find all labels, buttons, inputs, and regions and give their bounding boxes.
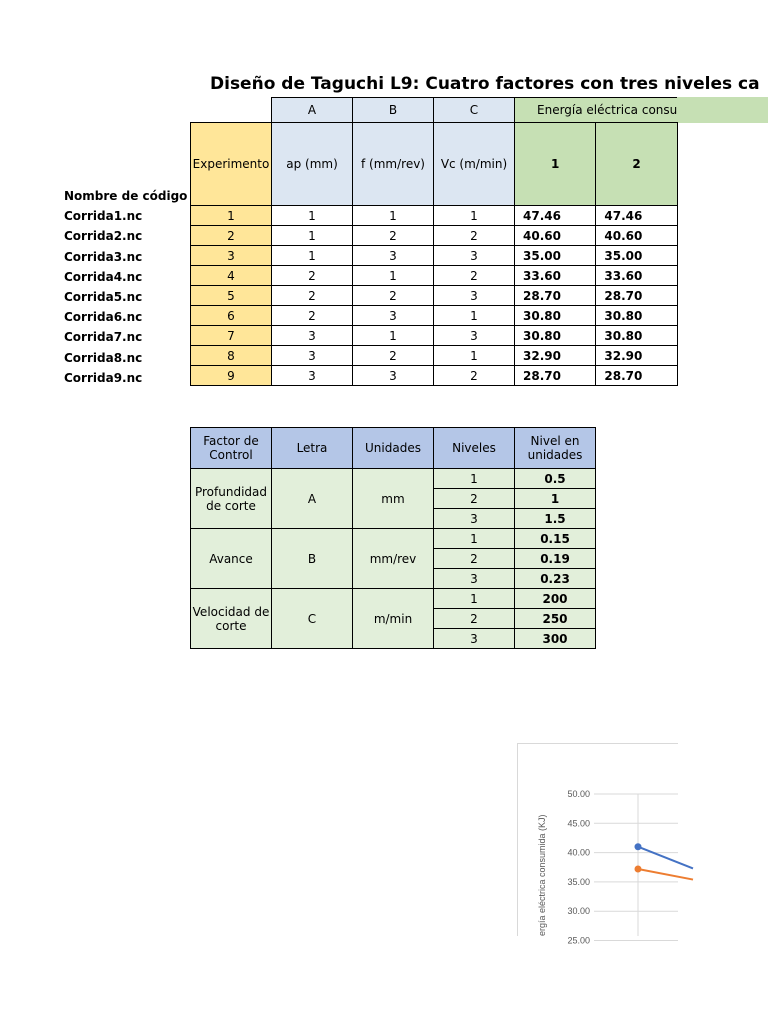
level-cell[interactable]: 3	[434, 509, 515, 529]
factor-a-cell[interactable]: 2	[272, 266, 353, 286]
factor-header-ap[interactable]: ap (mm)	[272, 123, 353, 206]
table-row	[191, 589, 596, 609]
level-cell[interactable]: 3	[434, 569, 515, 589]
energy-rep1-cell[interactable]: 30.80	[515, 326, 596, 346]
factor-name-cell[interactable]: Profundidad de corte	[191, 469, 272, 529]
factor-c-cell[interactable]: 1	[434, 306, 515, 326]
level-value-cell[interactable]: 1.5	[515, 509, 596, 529]
energy-line-chart	[518, 744, 678, 946]
energy-rep2-cell[interactable]: 35.00	[596, 246, 677, 266]
table-row	[191, 469, 596, 489]
energy-rep1-cell[interactable]: 32.90	[515, 346, 596, 366]
table-row	[191, 246, 678, 266]
factor-c-cell[interactable]: 1	[434, 346, 515, 366]
level-cell[interactable]: 1	[434, 529, 515, 549]
y-axis-label: ergía eléctrica consumida (KJ)	[537, 814, 547, 936]
level-cell[interactable]: 3	[434, 629, 515, 649]
y-tick-label: 35.00	[567, 876, 590, 887]
factor-letter-cell[interactable]: A	[272, 469, 353, 529]
data-point[interactable]	[635, 843, 642, 850]
factor-b-cell[interactable]: 1	[353, 326, 434, 346]
code-name-header[interactable]: Nombre de código	[64, 189, 188, 203]
energy-header-band	[676, 97, 768, 123]
factor-c-cell[interactable]: 2	[434, 226, 515, 246]
factor-a-cell[interactable]: 3	[272, 326, 353, 346]
level-cell[interactable]: 2	[434, 609, 515, 629]
factor-c-cell[interactable]: 3	[434, 246, 515, 266]
energy-rep2-cell[interactable]: 33.60	[596, 266, 677, 286]
experimento-header[interactable]: Experimento	[191, 123, 272, 206]
level-value-cell[interactable]: 300	[515, 629, 596, 649]
col-letter-b[interactable]: B	[353, 98, 434, 123]
factor-letter-cell[interactable]: C	[272, 589, 353, 649]
table-row	[191, 306, 678, 326]
experimento-cell[interactable]: 1	[191, 206, 272, 226]
code-name-cell[interactable]: Corrida9.nc	[64, 370, 143, 385]
energy-rep1-cell[interactable]: 33.60	[515, 266, 596, 286]
factor-letter-cell[interactable]: B	[272, 529, 353, 589]
experimento-cell[interactable]: 8	[191, 346, 272, 366]
factor-b-cell[interactable]: 1	[353, 206, 434, 226]
code-name-cell[interactable]: Corrida3.nc	[64, 249, 143, 264]
header-niveles[interactable]: Niveles	[434, 428, 515, 469]
table-row	[191, 206, 678, 226]
energy-rep2-cell[interactable]: 40.60	[596, 226, 677, 246]
level-cell[interactable]: 1	[434, 469, 515, 489]
table-row	[191, 326, 678, 346]
factor-b-cell[interactable]: 1	[353, 266, 434, 286]
factor-a-cell[interactable]: 1	[272, 246, 353, 266]
factor-b-cell[interactable]: 3	[353, 246, 434, 266]
factor-name-cell[interactable]: Avance	[191, 529, 272, 589]
table-row	[191, 366, 678, 386]
header-unidades[interactable]: Unidades	[353, 428, 434, 469]
experimento-cell[interactable]: 4	[191, 266, 272, 286]
experimento-cell[interactable]: 9	[191, 366, 272, 386]
header-factor[interactable]: Factor de Control	[191, 428, 272, 469]
energy-rep2-cell[interactable]: 32.90	[596, 346, 677, 366]
level-cell[interactable]: 1	[434, 589, 515, 609]
factor-c-cell[interactable]: 3	[434, 286, 515, 306]
energy-chart[interactable]	[517, 743, 678, 946]
table-row	[191, 266, 678, 286]
factor-a-cell[interactable]: 1	[272, 226, 353, 246]
factor-header-vc[interactable]: Vc (m/min)	[434, 123, 515, 206]
rep-header-1[interactable]: 1	[515, 123, 596, 206]
code-name-cell[interactable]: Corrida5.nc	[64, 289, 143, 304]
factor-units-cell[interactable]: mm	[353, 469, 434, 529]
level-value-cell[interactable]: 0.19	[515, 549, 596, 569]
code-name-cell[interactable]: Corrida8.nc	[64, 350, 143, 365]
y-tick-label: 30.00	[567, 906, 590, 917]
level-value-cell[interactable]: 0.23	[515, 569, 596, 589]
energy-rep2-cell[interactable]: 47.46	[596, 206, 677, 226]
factor-b-cell[interactable]: 3	[353, 366, 434, 386]
series-line-1[interactable]	[638, 847, 693, 869]
col-letter-c[interactable]: C	[434, 98, 515, 123]
table-row	[191, 286, 678, 306]
code-name-cell[interactable]: Corrida1.nc	[64, 209, 143, 224]
y-tick-label: 45.00	[567, 818, 590, 829]
factor-b-cell[interactable]: 2	[353, 346, 434, 366]
code-name-cell[interactable]: Corrida7.nc	[64, 330, 143, 345]
header-nivel-unidades[interactable]: Nivel en unidades	[515, 428, 596, 469]
level-value-cell[interactable]: 0.5	[515, 469, 596, 489]
experimento-cell[interactable]: 3	[191, 246, 272, 266]
factor-a-cell[interactable]: 3	[272, 366, 353, 386]
rep-header-2[interactable]: 2	[596, 123, 677, 206]
level-cell[interactable]: 2	[434, 549, 515, 569]
factor-c-cell[interactable]: 2	[434, 266, 515, 286]
experimento-cell[interactable]: 5	[191, 286, 272, 306]
factor-c-cell[interactable]: 1	[434, 206, 515, 226]
energy-rep2-cell[interactable]: 28.70	[596, 366, 677, 386]
factor-header-f[interactable]: f (mm/rev)	[353, 123, 434, 206]
experiment-table	[190, 97, 678, 386]
factor-a-cell[interactable]: 2	[272, 286, 353, 306]
level-cell[interactable]: 2	[434, 489, 515, 509]
y-tick-label: 40.00	[567, 847, 590, 858]
col-letter-a[interactable]: A	[272, 98, 353, 123]
y-tick-label: 50.00	[567, 789, 590, 799]
header-letra[interactable]: Letra	[272, 428, 353, 469]
energy-header[interactable]: Energía eléctrica consu	[515, 98, 678, 123]
factor-a-cell[interactable]: 2	[272, 306, 353, 326]
data-point[interactable]	[635, 866, 642, 873]
factor-units-cell[interactable]: m/min	[353, 589, 434, 649]
factor-name-cell[interactable]: Velocidad de corte	[191, 589, 272, 649]
code-name-cell[interactable]: Corrida6.nc	[64, 310, 143, 325]
code-name-cell[interactable]: Corrida4.nc	[64, 269, 143, 284]
table-row	[191, 529, 596, 549]
factor-a-cell[interactable]: 1	[272, 206, 353, 226]
level-value-cell[interactable]: 200	[515, 589, 596, 609]
factor-b-cell[interactable]: 2	[353, 286, 434, 306]
code-name-column	[64, 186, 187, 388]
energy-rep2-cell[interactable]: 28.70	[596, 286, 677, 306]
factor-a-cell[interactable]: 3	[272, 346, 353, 366]
series-line-2[interactable]	[638, 869, 693, 880]
energy-rep2-cell[interactable]: 30.80	[596, 306, 677, 326]
factor-units-cell[interactable]: mm/rev	[353, 529, 434, 589]
level-value-cell[interactable]: 0.15	[515, 529, 596, 549]
energy-rep1-cell[interactable]: 28.70	[515, 366, 596, 386]
level-value-cell[interactable]: 1	[515, 489, 596, 509]
factor-c-cell[interactable]: 3	[434, 326, 515, 346]
table-row	[191, 226, 678, 246]
energy-rep1-cell[interactable]: 35.00	[515, 246, 596, 266]
code-name-cell[interactable]: Corrida2.nc	[64, 229, 143, 244]
level-value-cell[interactable]: 250	[515, 609, 596, 629]
factor-b-cell[interactable]: 3	[353, 306, 434, 326]
factor-c-cell[interactable]: 2	[434, 366, 515, 386]
energy-rep1-cell[interactable]: 47.46	[515, 206, 596, 226]
energy-rep2-cell[interactable]: 30.80	[596, 326, 677, 346]
y-tick-label: 25.00	[567, 935, 590, 946]
experimento-cell[interactable]: 6	[191, 306, 272, 326]
factor-b-cell[interactable]: 2	[353, 226, 434, 246]
experimento-cell[interactable]: 7	[191, 326, 272, 346]
energy-rep1-cell[interactable]: 28.70	[515, 286, 596, 306]
table-row	[191, 346, 678, 366]
factor-levels-table	[190, 427, 596, 649]
energy-rep1-cell[interactable]: 40.60	[515, 226, 596, 246]
energy-rep1-cell[interactable]: 30.80	[515, 306, 596, 326]
page-title: Diseño de Taguchi L9: Cuatro factores con tres niveles ca	[210, 74, 760, 94]
experimento-cell[interactable]: 2	[191, 226, 272, 246]
